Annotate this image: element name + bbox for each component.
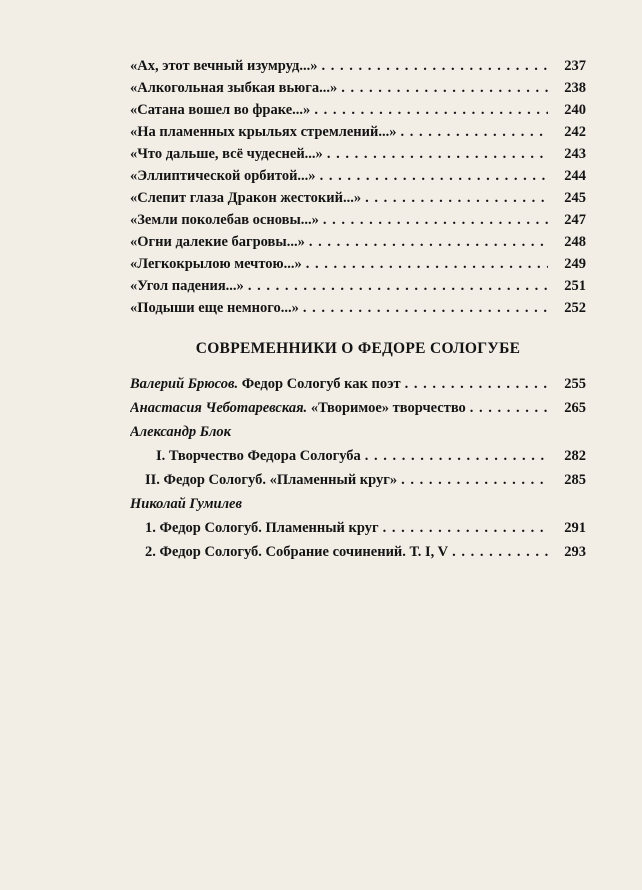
page-number: 240 [564,102,586,118]
dot-leader [470,400,548,417]
dot-leader [365,448,548,465]
toc-entry [130,472,586,496]
author-name: Александр Блок [130,424,232,440]
entry-title: «Угол падения...» [130,278,244,294]
page-number: 285 [564,472,586,488]
toc-entry [130,102,586,124]
toc-entry [130,376,586,400]
toc-entry [130,190,586,212]
dot-leader [306,256,548,273]
dot-leader [452,544,548,561]
dot-leader [365,190,548,207]
toc-entry [130,58,586,80]
dot-leader [405,376,548,393]
page-number: 247 [564,212,586,228]
entry-title: «Сатана вошел во фраке...» [130,102,311,118]
entry-title: «Слепит глаза Дракон жестокий...» [130,190,362,206]
toc-entry [130,400,586,424]
entry-title: 2. Федор Сологуб. Собрание сочинений. Т. I, V [145,544,449,560]
dot-leader [323,212,548,229]
page-number: 293 [564,544,586,560]
toc-entry [130,300,586,322]
toc-entry [130,146,586,168]
page-number: 255 [564,376,586,392]
entry-title: «Алкогольная зыбкая вьюга...» [130,80,338,96]
author-name: Валерий Брюсов. [130,376,239,392]
entry-title: «Эллиптической орбитой...» [130,168,316,184]
toc-section-contemporaries [130,376,586,568]
entry-title: «Что дальше, всё чудесней...» [130,146,323,162]
page-number: 238 [564,80,586,96]
page-number: 245 [564,190,586,206]
toc-entry [130,448,586,472]
toc-entry [130,520,586,544]
toc-entry [130,168,586,190]
entry-title: I. Творчество Федора Сологуба [156,448,361,464]
toc-entry [130,256,586,278]
toc-entry [130,234,586,256]
entry-title: Федор Сологуб как поэт [241,376,401,392]
page-number: 282 [564,448,586,464]
toc-entry [130,544,586,568]
dot-leader [320,168,548,185]
toc-entry [130,278,586,300]
dot-leader [314,102,548,119]
entry-title: 1. Федор Сологуб. Пламенный круг [145,520,379,536]
entry-title: «Земли поколебав основы...» [130,212,319,228]
dot-leader [309,234,548,251]
page-number: 248 [564,234,586,250]
section-heading: СОВРЕМЕННИКИ О ФЕДОРЕ СОЛОГУБЕ [195,340,521,357]
dot-leader [248,278,548,295]
entry-title: «Огни далекие багровы...» [130,234,305,250]
dot-leader [401,124,549,141]
page-number: 265 [564,400,586,416]
entry-title: «Подыши еще немного...» [130,300,299,316]
toc-entry [130,124,586,146]
entry-title: «На пламенных крыльях стремлений...» [130,124,397,140]
dot-leader [383,520,548,537]
entry-title: «Ах, этот вечный изумруд...» [130,58,318,74]
author-heading [130,424,586,448]
page-number: 251 [564,278,586,294]
entry-title: II. Федор Сологуб. «Пламенный круг» [145,472,398,488]
page-number: 252 [564,300,586,316]
page-number: 291 [564,520,586,536]
page-number: 244 [564,168,586,184]
dot-leader [303,300,548,317]
toc-section-poems [130,58,586,322]
author-name: Анастасия Чеботаревская. [130,400,308,416]
dot-leader [327,146,548,163]
dot-leader [321,58,548,75]
dot-leader [401,472,548,489]
author-heading [130,496,586,520]
author-name: Николай Гумилев [130,496,242,512]
toc-entry [130,212,586,234]
toc-entry [130,80,586,102]
page-number: 249 [564,256,586,272]
entry-title: «Легкокрылою мечтою...» [130,256,302,272]
page-number: 242 [564,124,586,140]
dot-leader [341,80,548,97]
page-number: 237 [564,58,586,74]
page-number: 243 [564,146,586,162]
entry-title: «Творимое» творчество [310,400,466,416]
